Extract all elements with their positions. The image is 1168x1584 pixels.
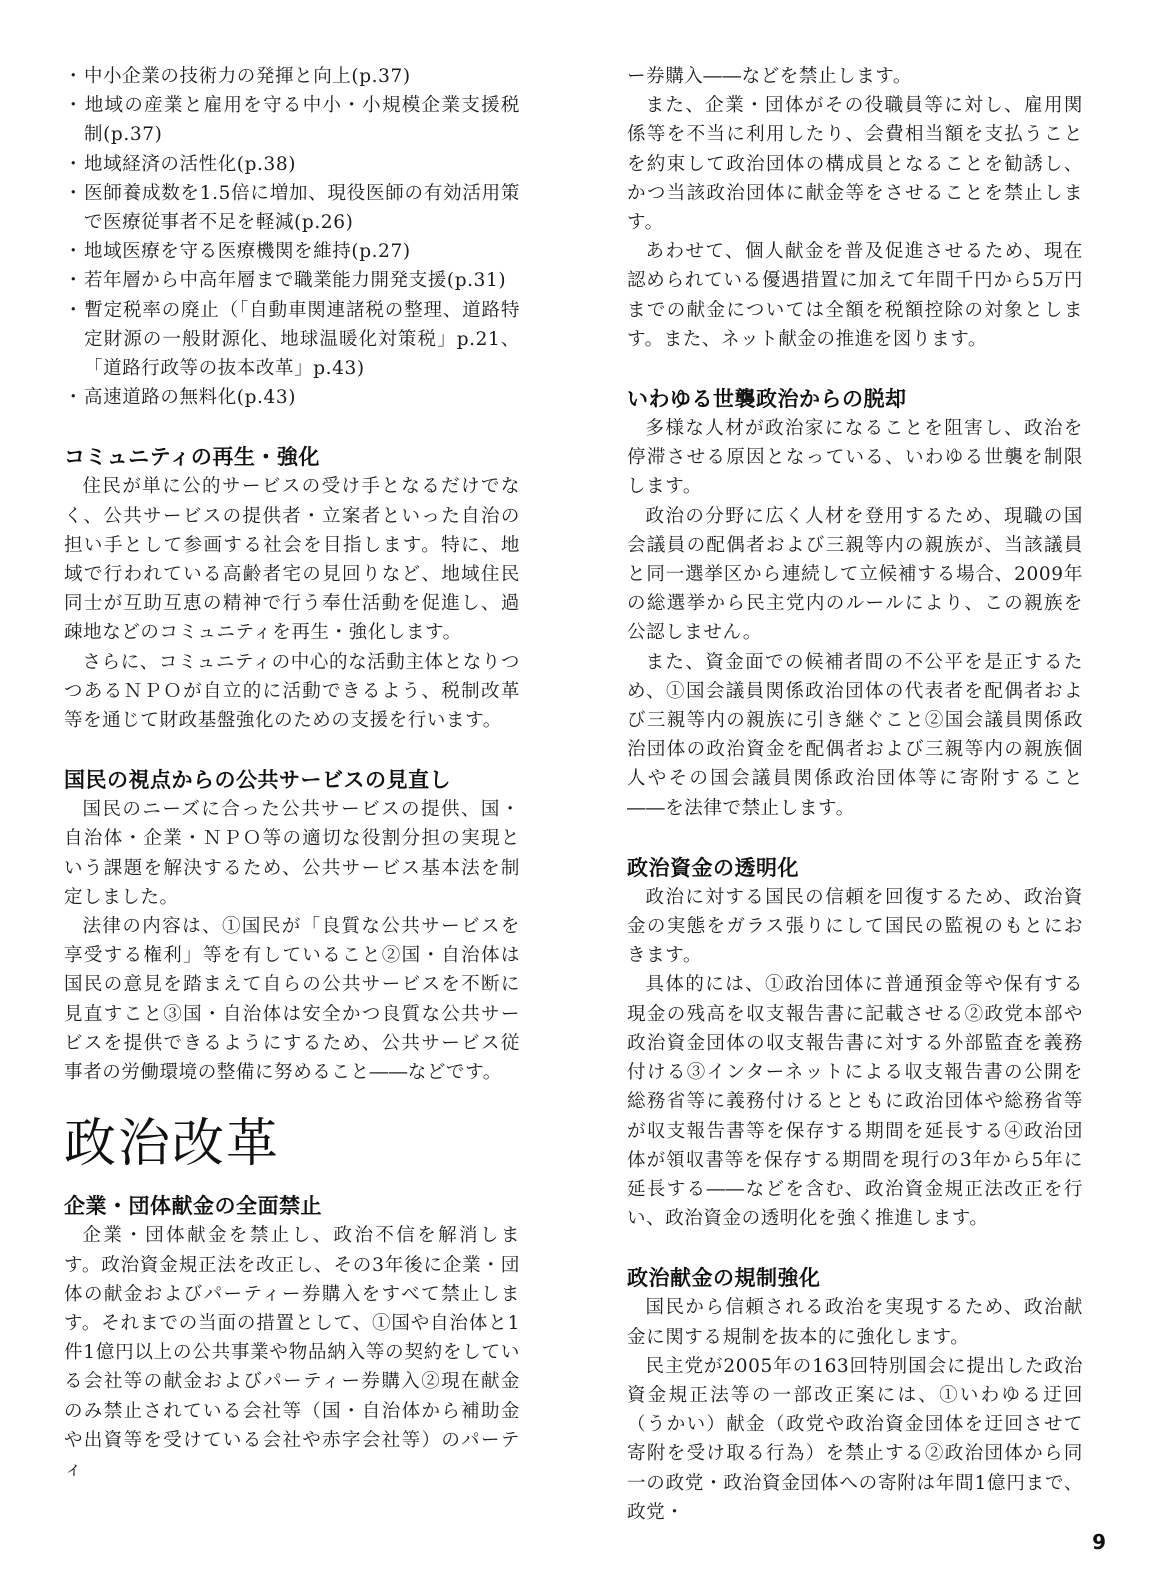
policy-bullet-list xyxy=(64,62,520,412)
paragraph: 国民から信頼される政治を実現するため、政治献金に関する規制を抜本的に強化します。 xyxy=(627,1297,1083,1348)
paragraph: あわせて、個人献金を普及促進させるため、現在認められている優遇措置に加えて年間千円から5万円までの献金については全額を税額控除の対象とします。また、ネット献金の推進を図ります。 xyxy=(627,241,1083,350)
paragraph: また、資金面での候補者間の不公平を是正するため、①国会議員関係政治団体の代表者を配偶者および三親等内の親族に引き継ぐこと②国会議員関係政治団体の政治資金を配偶者および三親等内の親族個人やその国会議員関係政治団体等に寄附すること――を法律で禁止します。 xyxy=(627,651,1083,819)
list-item: ・ 高速道路の無料化(p.43) xyxy=(64,383,520,412)
paragraph: 政治の分野に広く人材を登用するため、現職の国会議員の配偶者および三親等内の親族が、当該議員と同一選挙区から連続して立候補する場合、2009年の総選挙から民主党内のルールにより、この親族を公認しません。 xyxy=(627,505,1083,644)
paragraph: 多様な人材が政治家になることを阻害し、政治を停滞させる原因となっている、いわゆる世襲を制限します。 xyxy=(627,418,1083,498)
section-heading-public-service: 国民の視点からの公共サービスの見直し xyxy=(64,768,451,793)
paragraph: また、企業・団体がその役職員等に対し、雇用関係等を不当に利用したり、会費相当額を支払うことを約束して政治団体の構成員となることを勧誘し、かつ当該政治団体に献金等をさせることを禁止します。 xyxy=(627,95,1083,234)
list-item: ・ 地域の産業と雇用を守る中小・小規模企業支援税制(p.37) xyxy=(64,91,520,149)
chapter-title: 政治改革 xyxy=(64,1114,281,1175)
right-column xyxy=(627,62,1083,1527)
section-heading-hereditary: いわゆる世襲政治からの脱却 xyxy=(627,387,907,412)
list-item: ・ 中小企業の技術力の発揮と向上(p.37) xyxy=(64,62,520,91)
paragraph: 法律の内容は、①国民が「良質な公共サービスを享受する権利」等を有していること②国・自治体は国民の意見を踏まえて自らの公共サービスを不断に見直すこと③国・自治体は安全かつ良質な公共サービスを提供できるようにするため、公共サービス従事者の労働環境の整備に努めること――などです。 xyxy=(64,916,520,1084)
paragraph: 具体的には、①政治団体に普通預金等や保有する現金の残高を収支報告書に記載させる②政党本部や政治資金団体の収支報告書に対する外部監査を義務付ける③インターネットによる収支報告書の公開を総務省等に義務付けるとともに政治団体や総務省等が収支報告書等を保存する期間を延長する④政治団体が領収書等を保存する期間を現行の3年から5年に延長する――などを含む、政治資金規正法改正を行い、政治資金の透明化を強く推進します。 xyxy=(627,974,1083,1230)
list-item: ・ 地域医療を守る医療機関を維持(p.27) xyxy=(64,237,520,266)
paragraph: 企業・団体献金を禁止し、政治不信を解消します。政治資金規正法を改正し、その3年後に企業・団体の献金およびパーティー券購入をすべて禁止します。それまでの当面の措置として、①国や自治体と1件1億円以上の公共事業や物品納入等の契約をしている会社等の献金およびパーティー券購入②現在献金のみ禁止されている会社等（国・自治体から補助金や出資等を受けている会社や赤字会社等）のパーティ xyxy=(64,1225,520,1480)
paragraph: 民主党が2005年の163回特別国会に提出した政治資金規正法等の一部改正案には、①いわゆる迂回（うかい）献金（政党や政治資金団体を迂回させて寄附を受け取る行為）を禁止する②政治団体から同一の政党・政治資金団体への寄附は年間1億円まで、政党・ xyxy=(627,1355,1083,1523)
list-item: ・ 暫定税率の廃止（「自動車関連諸税の整理、道路特定財源の一般財源化、地球温暖化対策税」p.21、「道路行政等の抜本改革」p.43) xyxy=(64,296,520,384)
section-heading-community: コミュニティの再生・強化 xyxy=(64,445,320,470)
list-item: ・ 地域経済の活性化(p.38) xyxy=(64,150,520,179)
list-item: ・ 医師養成数を1.5倍に増加、現役医師の有効活用策で医療従事者不足を軽減(p.26) xyxy=(64,179,520,237)
page-number: 9 xyxy=(1092,1530,1106,1554)
left-column xyxy=(64,62,520,1484)
section-heading-transparency: 政治資金の透明化 xyxy=(627,855,799,880)
section-heading-donation-ban: 企業・団体献金の全面禁止 xyxy=(64,1194,322,1219)
paragraph: 住民が単に公的サービスの受け手となるだけでなく、公共サービスの提供者・立案者といった自治の担い手として参画する社会を目指します。特に、地域で行われている高齢者宅の見回りなど、地域住民同士が互助互恵の精神で行う奉仕活動を促進し、過疎地などのコミュニティを再生・強化します。 xyxy=(64,476,520,644)
paragraph: 政治に対する国民の信頼を回復するため、政治資金の実態をガラス張りにして国民の監視のもとにおきます。 xyxy=(627,886,1083,967)
paragraph: ー券購入――などを禁止します。 xyxy=(627,66,913,87)
section-heading-regulation: 政治献金の規制強化 xyxy=(627,1266,821,1291)
list-item: ・ 若年層から中高年層まで職業能力開発支援(p.31) xyxy=(64,266,520,295)
paragraph: さらに、コミュニティの中心的な活動主体となりつつあるＮＰＯが自立的に活動できるよう、税制改革等を通じて財政基盤強化のための支援を行います。 xyxy=(64,651,520,732)
paragraph: 国民のニーズに合った公共サービスの提供、国・自治体・企業・ＮＰＯ等の適切な役割分担の実現という課題を解決するため、公共サービス基本法を制定しました。 xyxy=(64,799,520,908)
